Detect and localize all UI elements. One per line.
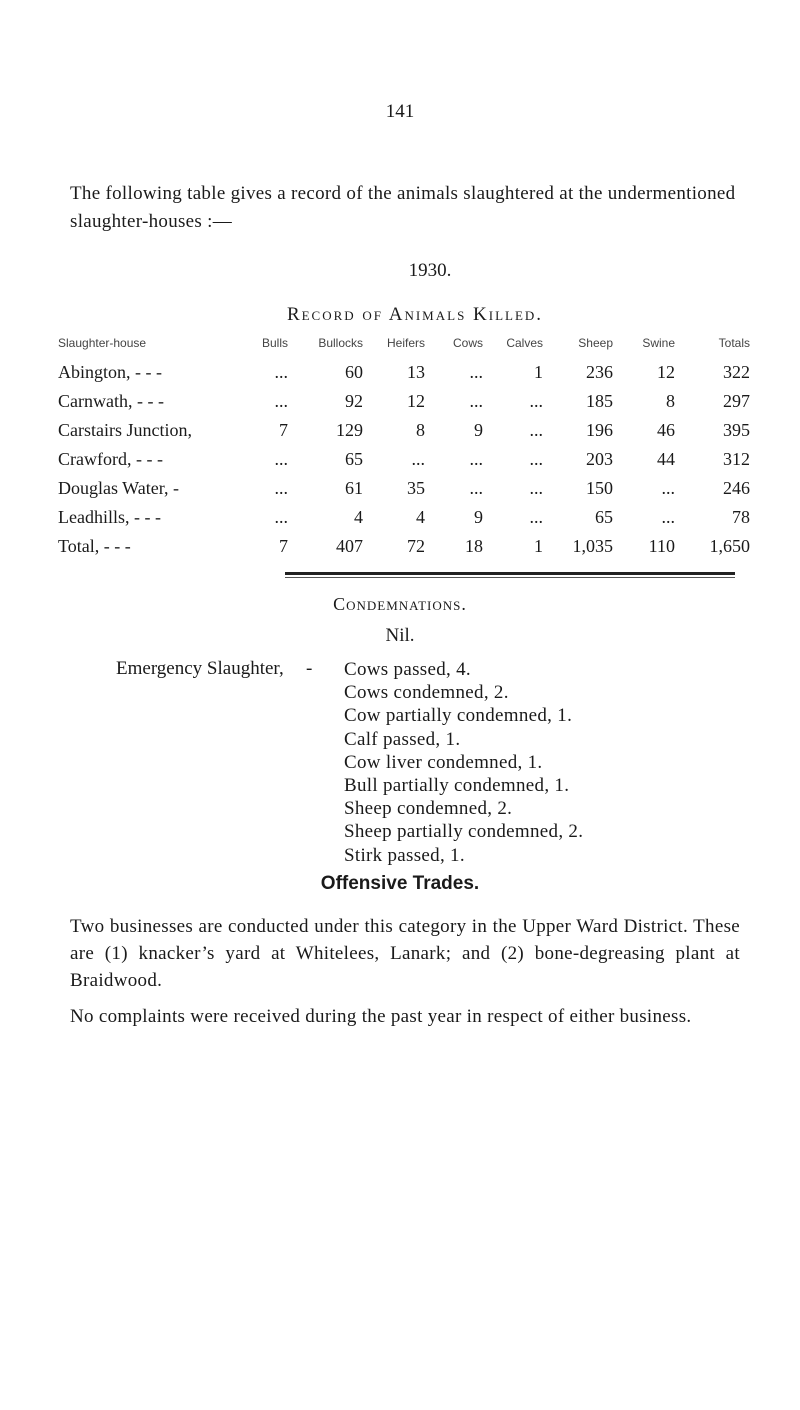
slaughter-house-name: Leadhills, - - -: [58, 507, 161, 527]
table-cell: 395: [723, 420, 750, 440]
table-row: [58, 503, 750, 532]
table-cell: 12: [657, 362, 675, 382]
table-cell: 8: [666, 391, 675, 411]
table-cell: 4: [354, 507, 363, 527]
table-cell: 297: [723, 391, 750, 411]
year-heading: 1930.: [408, 260, 452, 281]
table-cell: 185: [586, 391, 613, 411]
slaughter-house-name: Douglas Water, -: [58, 478, 179, 498]
list-item: Stirk passed, 1.: [344, 844, 465, 866]
table-cell: 61: [345, 478, 363, 498]
table-cell: ...: [661, 478, 675, 498]
column-header: Cows: [452, 336, 483, 350]
table-cell: 92: [345, 391, 363, 411]
emergency-slaughter-label: Emergency Slaughter,: [116, 658, 284, 679]
column-header: Calves: [506, 336, 543, 350]
column-header: Totals: [718, 336, 750, 350]
table-cell: 4: [416, 507, 425, 527]
condemnations-heading: Condemnations.: [333, 594, 467, 614]
table-cell: ...: [529, 507, 543, 527]
table-cell: 129: [336, 420, 363, 440]
offensive-trades-paragraph: Two businesses are conducted under this category in the Upper Ward District. These are (1) knacker’s yard at Whitelees, Lanark; and (2) bone-degreasing plant at Braidwood.: [70, 916, 740, 991]
table-row: [58, 416, 750, 445]
table-cell: 312: [723, 449, 750, 469]
table-cell: 1: [534, 362, 543, 382]
table-cell: ...: [529, 478, 543, 498]
list-item: Cow liver condemned, 1.: [344, 751, 543, 773]
total-cell: 1,035: [572, 536, 613, 556]
table-cell: 236: [586, 362, 613, 382]
table-cell: ...: [274, 507, 288, 527]
column-header: Heifers: [386, 336, 425, 350]
table-cell: 78: [732, 507, 750, 527]
table-cell: 13: [407, 362, 425, 382]
total-cell: 72: [407, 536, 425, 556]
table-cell: ...: [661, 507, 675, 527]
total-label: Total, - - -: [58, 536, 131, 556]
table-cell: ...: [469, 391, 483, 411]
table-cell: ...: [469, 362, 483, 382]
slaughter-house-name: Carstairs Junction,: [58, 420, 192, 440]
column-header: Bullocks: [318, 336, 363, 350]
slaughter-house-name: Carnwath, - - -: [58, 391, 164, 411]
total-cell: 407: [336, 536, 363, 556]
table-cell: ...: [274, 391, 288, 411]
total-row: [58, 532, 750, 566]
table-cell: 196: [586, 420, 613, 440]
total-cell: 7: [279, 536, 288, 556]
table-cell: ...: [529, 449, 543, 469]
table-row: [58, 445, 750, 474]
table-cell: 150: [586, 478, 613, 498]
column-header: Sheep: [578, 336, 613, 350]
list-item: Cows passed, 4.: [344, 659, 471, 680]
table-cell: 322: [723, 362, 750, 382]
table-cell: 46: [657, 420, 675, 440]
animals-killed-table: [58, 336, 750, 566]
table-cell: ...: [529, 420, 543, 440]
offensive-trades-heading: Offensive Trades.: [320, 873, 480, 894]
page-number: 141: [385, 101, 415, 122]
table-cell: 246: [723, 478, 750, 498]
total-cell: 1: [534, 536, 543, 556]
complaints-paragraph: No complaints were received during the past year in respect of either business.: [70, 1006, 692, 1027]
table-rule-thin: [285, 577, 735, 578]
table-cell: 9: [474, 420, 483, 440]
table-cell: 8: [416, 420, 425, 440]
table-cell: 65: [345, 449, 363, 469]
table-row: [58, 387, 750, 416]
table-cell: 12: [407, 391, 425, 411]
table-cell: 203: [586, 449, 613, 469]
slaughter-house-name: Abington, - - -: [58, 362, 162, 382]
table-cell: ...: [274, 362, 288, 382]
table-cell: ...: [274, 449, 288, 469]
table-cell: 65: [595, 507, 613, 527]
table-cell: 60: [345, 362, 363, 382]
table-cell: ...: [411, 449, 425, 469]
column-header: Slaughter-house: [58, 336, 147, 350]
table-cell: 44: [657, 449, 675, 469]
column-header: Swine: [642, 336, 675, 350]
emergency-slaughter-list: [344, 658, 583, 867]
total-cell: 110: [648, 536, 675, 556]
total-cell: 1,650: [709, 536, 750, 556]
total-cell: 18: [465, 536, 483, 556]
condemnations-nil: Nil.: [385, 625, 415, 646]
list-item: Bull partially condemned, 1.: [344, 775, 570, 797]
table-rule-thick: [285, 572, 735, 575]
table-cell: 7: [279, 420, 288, 440]
record-title: Record of Animals Killed.: [286, 304, 544, 325]
table-cell: ...: [469, 449, 483, 469]
table-row: [58, 474, 750, 503]
table-cell: ...: [274, 478, 288, 498]
column-header: Bulls: [261, 336, 288, 350]
list-item: Cows condemned, 2.: [344, 682, 509, 704]
intro-paragraph: The following table gives a record of the animals slaughtered at the undermentioned slaughter-houses :—: [70, 183, 736, 232]
table-cell: ...: [469, 478, 483, 498]
list-item: Sheep condemned, 2.: [344, 798, 513, 820]
table-cell: ...: [529, 391, 543, 411]
slaughter-house-name: Crawford, - - -: [58, 449, 163, 469]
list-item: Cow partially condemned, 1.: [344, 705, 573, 727]
list-item: Calf passed, 1.: [344, 728, 461, 750]
table-cell: 35: [407, 478, 425, 498]
table-cell: 9: [474, 507, 483, 527]
table-header-row: [58, 336, 750, 358]
table-row: [58, 358, 750, 387]
list-item: Sheep partially condemned, 2.: [344, 821, 584, 843]
emergency-dash: -: [306, 658, 313, 679]
